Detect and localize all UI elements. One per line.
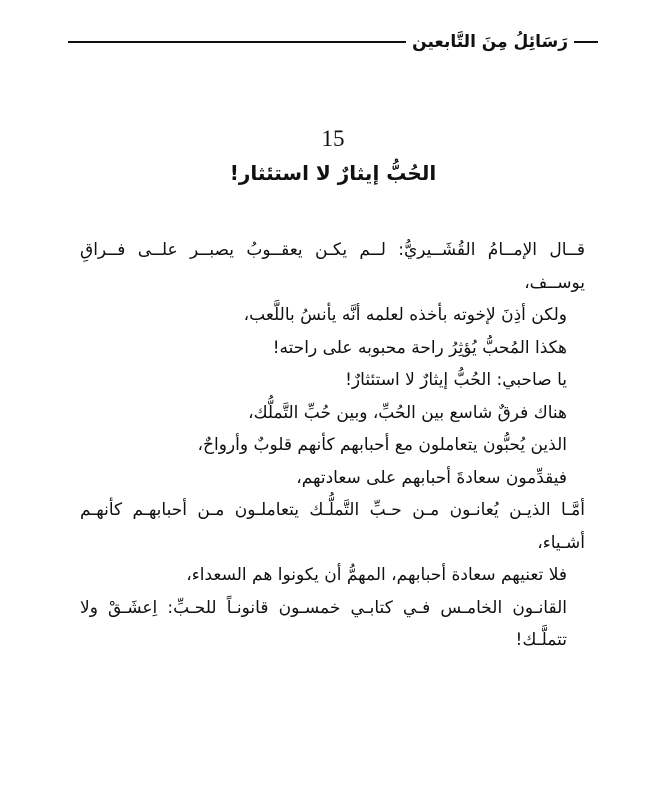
paragraph: الذين يُحبُّون يتعاملون مع أحبابهم كأنهم قلوبٌ وأرواحٌ، (197, 435, 567, 455)
paragraph: القانـون الخامـس فـي كتابـي خمسـون قانونـاً للحـبِّ: اِعشَـقْ ولا تتملَّـك! (80, 597, 567, 650)
chapter-title: الحُبُّ إيثارٌ لا استئثار! (229, 161, 437, 185)
body-text (80, 234, 585, 657)
running-header-title: رَسَائِلُ مِنَ التَّابعين (412, 32, 568, 52)
paragraph: ولكن أذِنَ لإخوته بأخذه لعلمه أنَّه يأنسُ باللَّعب، (243, 305, 567, 325)
paragraph: يا صاحبي: الحُبُّ إيثارٌ لا استئثارٌ! (345, 370, 567, 390)
running-header (68, 30, 598, 54)
header-rule-right (574, 41, 598, 43)
paragraph: فيقدِّمون سعادةَ أحبابهم على سعادتهم، (296, 467, 567, 488)
header-rule-left (68, 41, 406, 43)
paragraph: قــال الإمــامُ القُشَــيريُّ: لــم يكـن يعقــوبُ يصبــر علــى فــراقِ يوســف، (80, 240, 585, 293)
paragraph: فلا تعنيهم سعادة أحبابهم، المهمُّ أن يكونوا هم السعداء، (186, 565, 567, 585)
chapter-number: 15 (321, 126, 345, 151)
paragraph: أمَّـا الذيـن يُعانـون مـن حـبِّ التَّملُّـك يتعاملـون مـن أحبابهـم كأنهـم أشـياء، (80, 500, 585, 553)
paragraph: هناك فرقٌ شاسع بين الحُبِّ، وبين حُبِّ التَّملُّك، (248, 402, 567, 423)
paragraph: هكذا المُحبُّ يُؤثِرُ راحة محبوبه على راحته! (272, 337, 567, 358)
